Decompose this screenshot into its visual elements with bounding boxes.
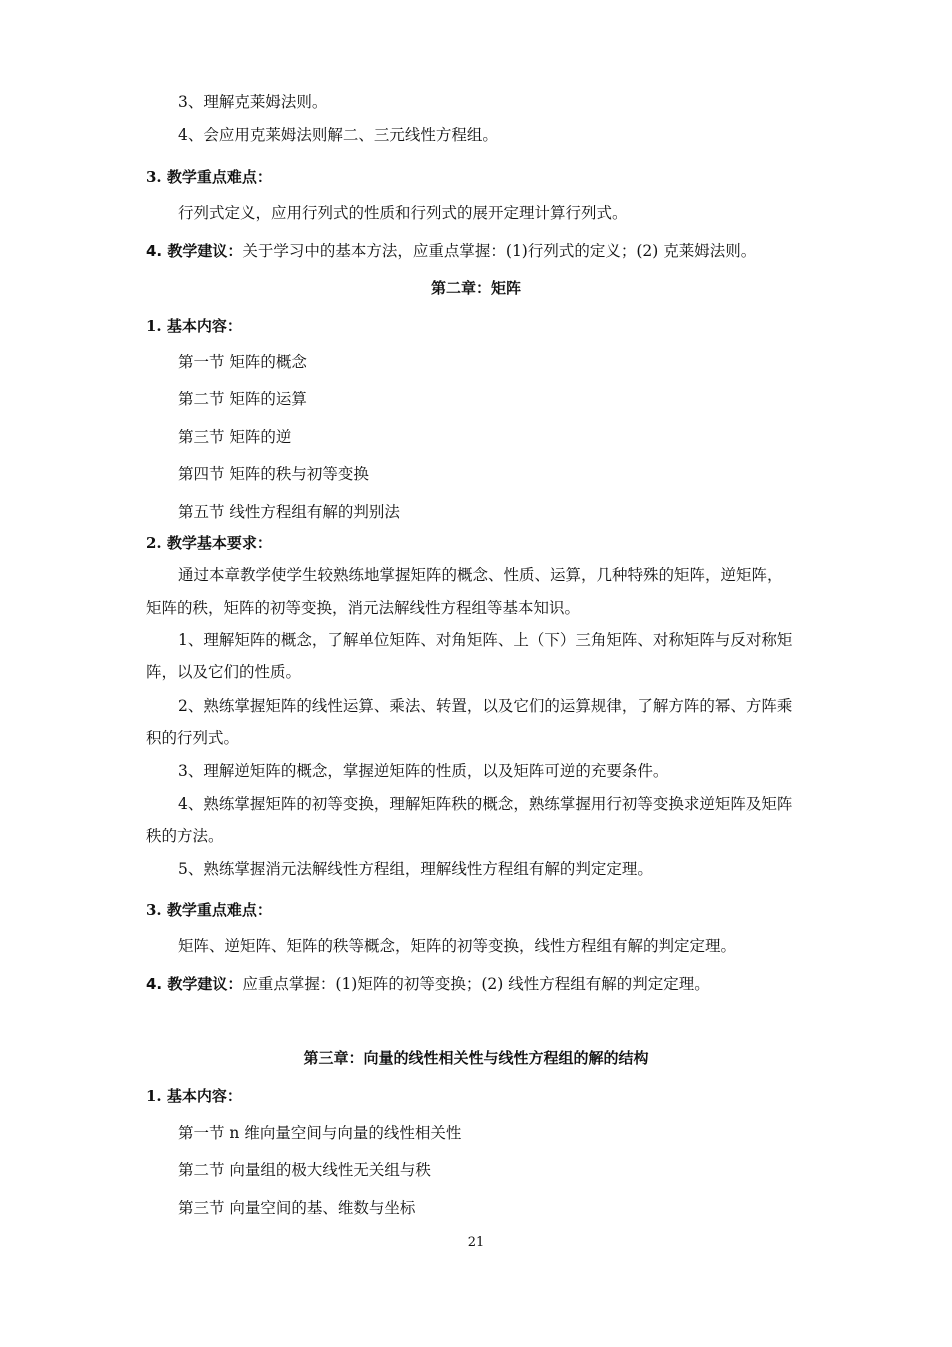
ch2-req-line: 积的行列式。 — [146, 729, 240, 747]
suggestion-text: 应重点掌握：(1)矩阵的初等变换；(2) 线性方程组有解的判定定理。 — [242, 975, 710, 993]
ch2-req-line: 秩的方法。 — [146, 827, 224, 845]
ch2-req-line: 4、熟练掌握矩阵的初等变换，理解矩阵秩的概念，熟练掌握用行初等变换求逆矩阵及矩阵 — [178, 795, 793, 813]
ch2-req-line: 阵，以及它们的性质。 — [146, 663, 302, 681]
ch2-section-3: 第三节 矩阵的逆 — [178, 428, 292, 446]
ch2-req-line: 5、熟练掌握消元法解线性方程组，理解线性方程组有解的判定定理。 — [178, 860, 653, 878]
ch1-key-points-heading — [146, 166, 272, 188]
ch2-section-5: 第五节 线性方程组有解的判别法 — [178, 503, 400, 521]
ch2-key-points-heading — [146, 899, 272, 921]
page-number: 21 — [467, 1235, 485, 1250]
ch2-section-2: 第二节 矩阵的运算 — [178, 390, 307, 408]
chapter-2-title: 第二章：矩阵 — [430, 279, 521, 297]
heading-label: 教学建议： — [167, 242, 243, 260]
ch2-section-4: 第四节 矩阵的秩与初等变换 — [178, 465, 369, 483]
heading-number: 1. — [146, 317, 162, 335]
heading-label: 教学基本要求： — [166, 534, 272, 552]
ch2-req-line: 1、理解矩阵的概念，了解单位矩阵、对角矩阵、上（下）三角矩阵、对称矩阵与反对称矩 — [178, 631, 793, 649]
ch3-section-1: 第一节 n 维向量空间与向量的线性相关性 — [178, 1124, 462, 1142]
heading-number: 3. — [146, 901, 162, 919]
ch3-content-heading — [146, 1085, 242, 1107]
heading-number: 4. — [146, 975, 163, 993]
ch2-content-heading — [146, 315, 242, 337]
ch2-key-points-text: 矩阵、逆矩阵、矩阵的秩等概念，矩阵的初等变换，线性方程组有解的判定定理。 — [178, 937, 737, 955]
ch3-section-3: 第三节 向量空间的基、维数与坐标 — [178, 1199, 416, 1217]
ch1-suggestion — [146, 240, 756, 262]
ch1-requirement-3: 3、理解克莱姆法则。 — [178, 93, 328, 111]
ch2-section-1: 第一节 矩阵的概念 — [178, 353, 307, 371]
heading-label: 教学重点难点： — [166, 168, 272, 186]
chapter-3-title: 第三章：向量的线性相关性与线性方程组的解的结构 — [303, 1049, 649, 1067]
suggestion-text: 关于学习中的基本方法，应重点掌握：(1)行列式的定义；(2) 克莱姆法则。 — [242, 242, 757, 260]
heading-number: 4. — [146, 242, 163, 260]
heading-number: 1. — [146, 1087, 162, 1105]
heading-number: 3. — [146, 168, 162, 186]
heading-number: 2. — [146, 534, 162, 552]
ch2-req-line: 3、理解逆矩阵的概念，掌握逆矩阵的性质，以及矩阵可逆的充要条件。 — [178, 762, 669, 780]
ch2-requirements-heading — [146, 532, 272, 554]
heading-label: 教学重点难点： — [166, 901, 272, 919]
ch1-requirement-4: 4、会应用克莱姆法则解二、三元线性方程组。 — [178, 126, 498, 144]
ch3-section-2: 第二节 向量组的极大线性无关组与秩 — [178, 1161, 431, 1179]
ch2-req-line: 通过本章教学使学生较熟练地掌握矩阵的概念、性质、运算，几种特殊的矩阵，逆矩阵， — [178, 566, 783, 584]
ch2-req-line: 2、熟练掌握矩阵的线性运算、乘法、转置，以及它们的运算规律，了解方阵的幂、方阵乘 — [178, 697, 793, 715]
heading-label: 基本内容： — [166, 317, 242, 335]
ch2-suggestion — [146, 973, 710, 995]
heading-label: 基本内容： — [166, 1087, 242, 1105]
heading-label: 教学建议： — [167, 975, 243, 993]
ch2-req-line: 矩阵的秩，矩阵的初等变换，消元法解线性方程组等基本知识。 — [146, 599, 581, 617]
ch1-key-points-text: 行列式定义，应用行列式的性质和行列式的展开定理计算行列式。 — [178, 204, 628, 222]
